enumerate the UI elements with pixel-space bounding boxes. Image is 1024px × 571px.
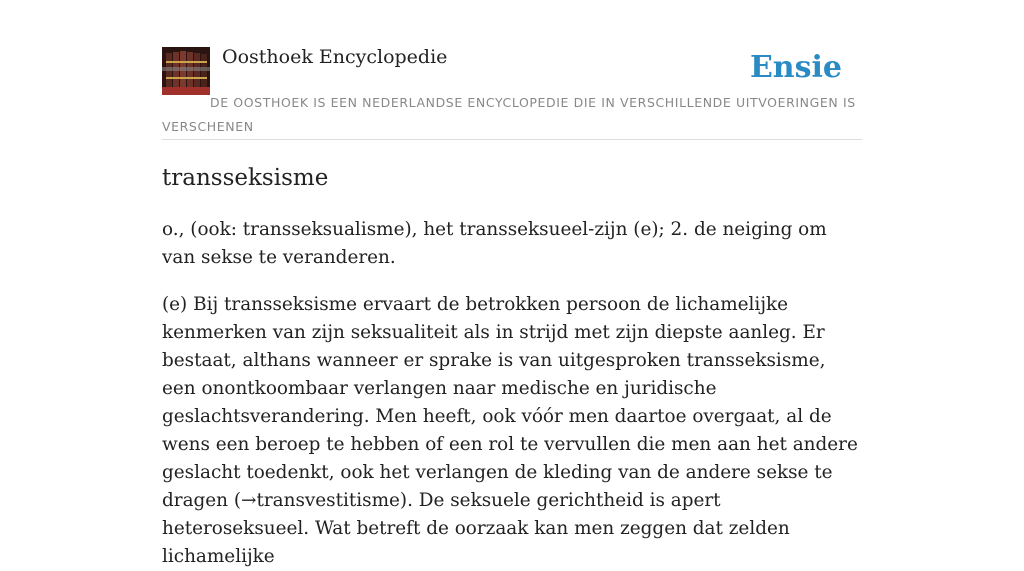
site-header bbox=[162, 46, 862, 140]
article-body: (e) Bij transseksisme ervaart de betrokken persoon de lichamelijke kenmerken van zijn seksualiteit als in strijd met zijn diepste aanleg. Er bestaat, althans wanneer er sprake is van uitgesproken transseksisme, een onontkoombaar verlangen naar medische en juridische geslachtsverandering. Men heeft, ook vóór men daartoe overgaat, al de wens een beroep te hebben of een rol te vervullen die men aan het andere geslacht toedenkt, ook het verlangen de kleding van de andere sekse te dragen (→transvestitisme). De seksuele gerichtheid is apert heteroseksueel. Wat betreft de oorzaak kan men zeggen dat zelden lichamelijke bbox=[162, 294, 858, 567]
brand-logo[interactable]: Ensie bbox=[749, 50, 842, 85]
site-tagline: DE OOSTHOEK IS EEN NEDERLANDSE ENCYCLOPEDIE DIE IN VERSCHILLENDE UITVOERINGEN IS VERSCHENEN bbox=[162, 95, 856, 134]
encyclopedia-books-icon[interactable] bbox=[162, 47, 210, 95]
article bbox=[162, 160, 864, 571]
article-title: transseksisme bbox=[162, 165, 329, 191]
article-definition: o., (ook: transseksualisme), het transseksueel-zijn (e); 2. de neiging om van sekse te veranderen. bbox=[162, 219, 827, 268]
site-name[interactable]: Oosthoek Encyclopedie bbox=[222, 46, 448, 68]
